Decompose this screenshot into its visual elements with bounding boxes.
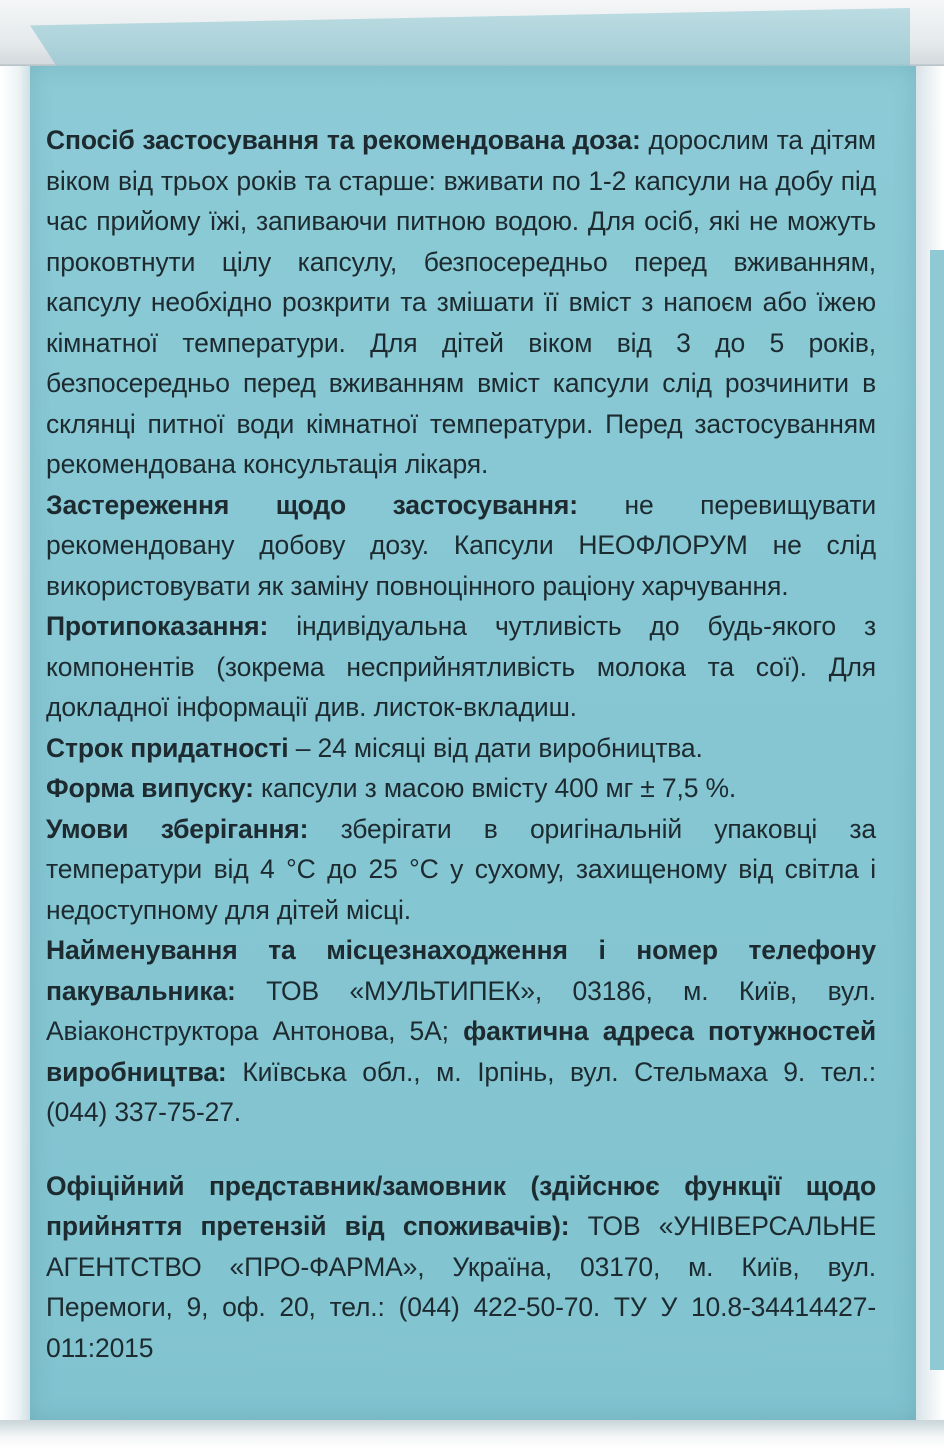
section-warnings (46, 485, 876, 607)
warnings-heading: Застереження щодо застосування: (46, 489, 578, 520)
release-form-text: капсули з масою вмісту 400 мг ± 7,5 %. (253, 773, 737, 803)
box-side-stripe (930, 250, 944, 1370)
usage-text: дорослим та дітям віком від трьох років та старше: вживати по 1-2 капсули на добу під час прийому їжі, запиваючи питною водою. Для осіб, які не можуть проковтнути цілу капсулу, безпосередньо перед вживанням, капсулу необхідно розкрити та змішати її вміст з напоєм або їжею кімнатної температури. Для дітей віком від 3 до 5 років, безпосередньо перед вживанням вміст капсули слід розчинити в склянці питної води кімнатної температури. Перед застосуванням рекомендована консультація лікаря. (46, 125, 876, 479)
packer-text: ТОВ «МУЛЬТИПЕК», 03186, м. Київ, вул. Авіаконструктора Антонова, 5А; (46, 975, 876, 1046)
section-representative (46, 1166, 876, 1369)
contraindications-heading: Протипоказання: (46, 611, 269, 641)
storage-heading: Умови зберігання: (46, 813, 309, 844)
shelf-life-text: – 24 місяці від дати виробництва. (288, 732, 703, 763)
representative-heading: Офіційний представник/замовник (здійснює функції щодо прийняття претензій від споживачів): (46, 1170, 876, 1241)
label-text (46, 120, 876, 1368)
production-address-heading: фактична адреса потужностей виробництва: (46, 1016, 876, 1087)
usage-heading: Спосіб застосування та рекомендована доза: (46, 125, 641, 155)
shelf-life-heading: Строк придатності (46, 732, 289, 763)
packer-heading: Найменування та місцезнаходження і номер телефону пакувальника: (46, 935, 876, 1006)
section-storage (46, 809, 876, 931)
box-left-edge (0, 66, 30, 1420)
section-usage (46, 120, 876, 485)
representative-text: ТОВ «УНІВЕРСАЛЬНЕ АГЕНТСТВО «ПРО-ФАРМА», Україна, 03170, м. Київ, вул. Перемоги, 9, оф. 20, тел.: (044) 422-50-70. ТУ У 10.8-34414427-011:2015 (46, 1211, 876, 1363)
section-packer (46, 930, 876, 1133)
section-shelf-life (46, 728, 876, 769)
release-form-heading: Форма випуску: (46, 773, 254, 803)
section-contraindications (46, 606, 876, 728)
box-bottom-edge (0, 1420, 944, 1448)
warnings-text: не перевищувати рекомендовану добову дозу. Капсули НЕОФЛОРУМ не слід використовувати як заміну повноцінного раціону харчування. (46, 489, 876, 601)
production-address-text: Київська обл., м. Ірпінь, вул. Стельмаха 9. тел.: (044) 337-75-27. (46, 1056, 876, 1127)
section-release-form (46, 768, 876, 809)
storage-text: зберігати в оригінальній упаковці за температури від 4 °С до 25 °С у сухому, захищеному від світла і недоступному для дітей місці. (46, 813, 876, 925)
contraindications-text: індивідуальна чутливість до будь-якого з компонентів (зокрема несприйнятливість молока та сої). Для докладної інформації див. листок-вкладиш. (46, 611, 876, 722)
